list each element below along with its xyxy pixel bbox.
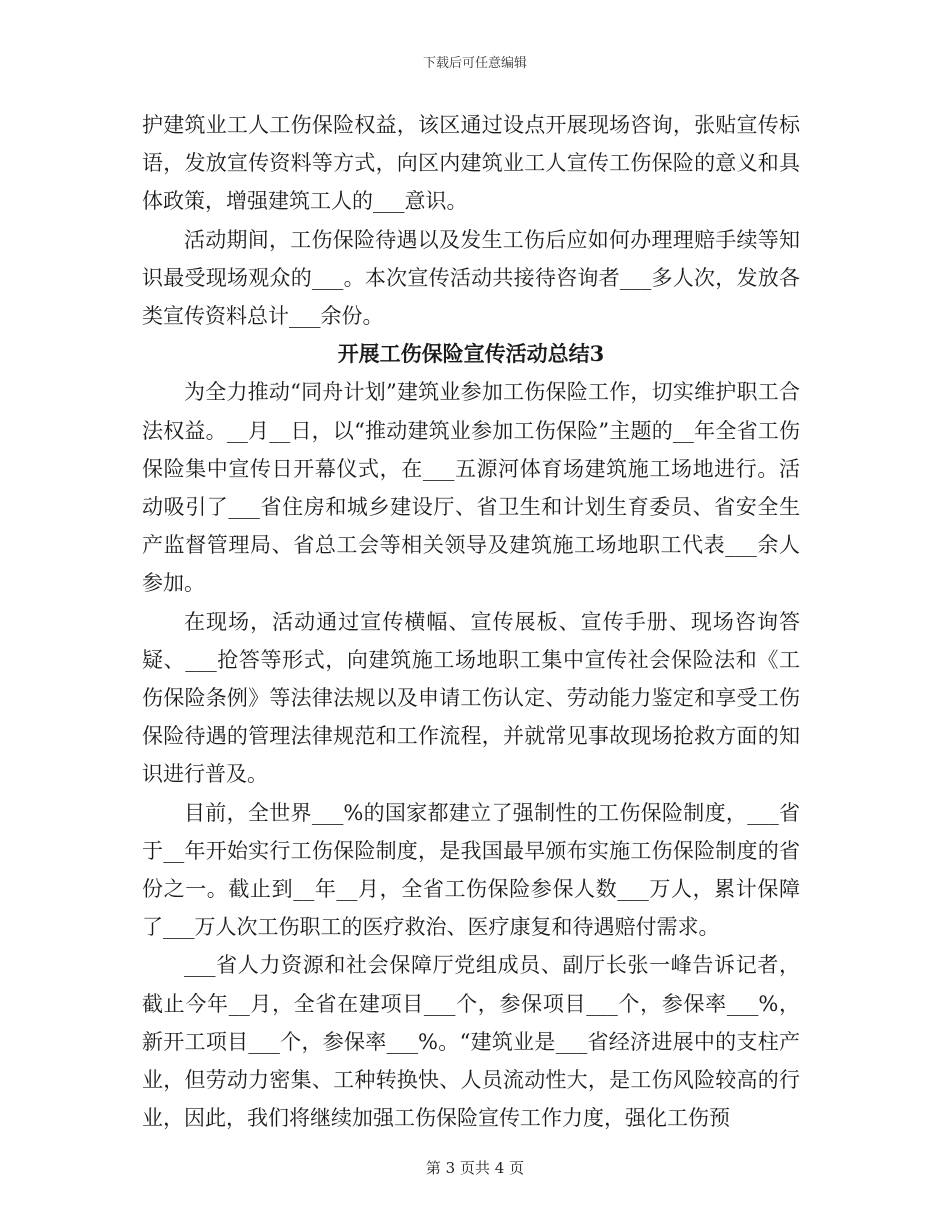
paragraph-onsite: 在现场，活动通过宣传横幅、宣传展板、宣传手册、现场咨询答疑、___抢答等形式，向建筑施工场地职工集中宣传社会保险法和《工伤保险条例》等法律法规以及申请工伤认定、劳动能力鉴定和享受工伤保险待遇的管理法律规范和工作流程，并就常见事故现场抢救方面的知识进行普及。 <box>142 609 800 787</box>
paragraph-official-quote: ___省人力资源和社会保障厅党组成员、副厅长张一峰告诉记者，截止今年__月，全省在建项目___个，参保项目___个，参保率___%，新开工项目___个，参保率___%。“建筑业是___省经济进展中的支柱产业，但劳动力密集、工种转换快、人员流动性大，是工伤风险较高的行业，因此，我们将继续加强工伤保险宣传工作力度，强化工伤预 <box>142 953 800 1131</box>
paragraph-current-status: 目前，全世界___%的国家都建立了强制性的工伤保险制度，___省于__年开始实行工伤保险制度，是我国最早颁布实施工伤保险制度的省份之一。截止到__年__月，全省工伤保险参保人数___万人，累计保障了___万人次工伤职工的医疗救治、医疗康复和待遇赔付需求。 <box>142 800 800 940</box>
page-number: 第 3 页共 4 页 <box>425 1159 525 1177</box>
page-header: 下载后可任意编辑 <box>422 56 527 71</box>
paragraph-continued: 护建筑业工人工伤保险权益，该区通过设点开展现场咨询，张贴宣传标语，发放宣传资料等方式，向区内建筑业工人宣传工伤保险的意义和具体政策，增强建筑工人的___意识。 <box>142 113 800 214</box>
document-body <box>142 106 800 1137</box>
section-title: 开展工伤保险宣传活动总结3 <box>337 341 605 367</box>
paragraph-intro: 为全力推动“同舟计划”建筑业参加工伤保险工作，切实维护职工合法权益。__月__日，以“推动建筑业参加工伤保险”主题的__年全省工伤保险集中宣传日开幕仪式，在___五源河体育场建筑施工场地进行。活动吸引了___省住房和城乡建设厅、省卫生和计划生育委员、省安全生产监督管理局、省总工会等相关领导及建筑施工场地职工代表___余人参加。 <box>142 380 800 596</box>
paragraph-activity-period: 活动期间，工伤保险待遇以及发生工伤后应如何办理理赔手续等知识最受现场观众的___。本次宣传活动共接待咨询者___多人次，发放各类宣传资料总计___余份。 <box>142 227 800 329</box>
